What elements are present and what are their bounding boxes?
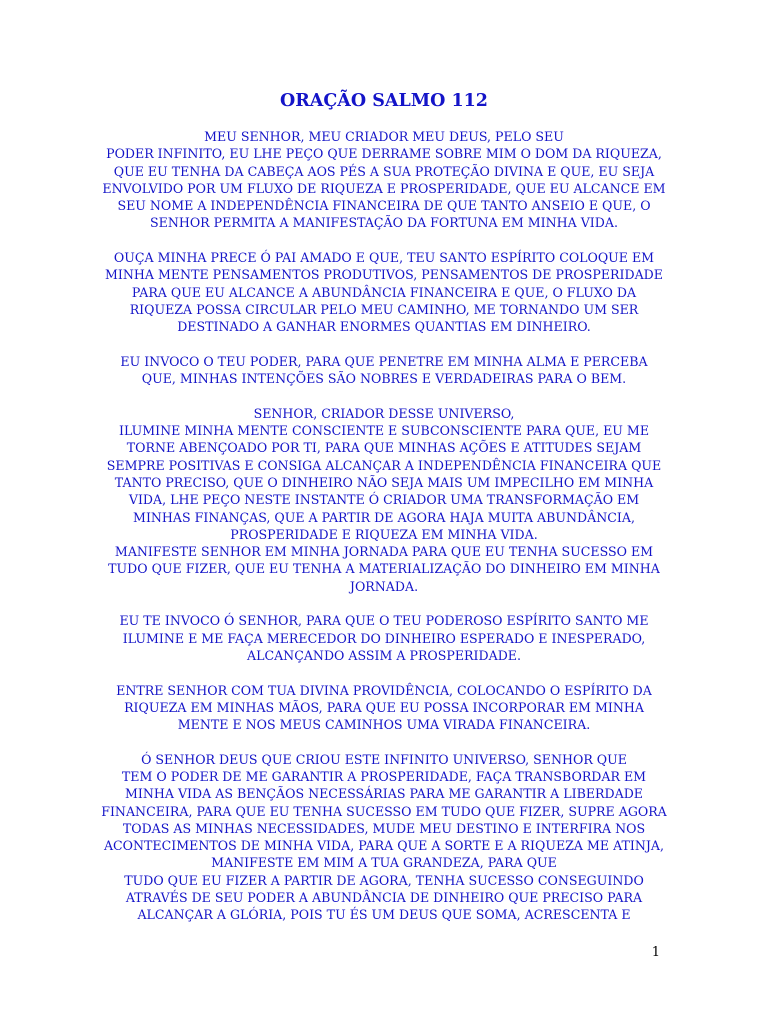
text-line: SEU NOME A INDEPENDÊNCIA FINANCEIRA DE QUE TANTO ANSEIO E QUE, O [117, 198, 651, 214]
text-line: DESTINADO A GANHAR ENORMES QUANTIAS EM DINHEIRO. [177, 319, 591, 335]
text-line: RIQUEZA EM MINHAS MÃOS, PARA QUE EU POSSA INCORPORAR EM MINHA [124, 699, 644, 715]
text-line: RIQUEZA POSSA CIRCULAR PELO MEU CAMINHO, ME TORNANDO UM SER [129, 301, 639, 317]
text-line: PROSPERIDADE E RIQUEZA EM MINHA VIDA. [230, 526, 538, 542]
text-line: TUDO QUE FIZER, QUE EU TENHA A MATERIALIZAÇÃO DO DINHEIRO EM MINHA [108, 561, 660, 577]
text-line: ACONTECIMENTOS DE MINHA VIDA, PARA QUE A SORTE E A RIQUEZA ME ATINJA, [103, 838, 665, 854]
text-line: SEMPRE POSITIVAS E CONSIGA ALCANÇAR A INDEPENDÊNCIA FINANCEIRA QUE [106, 457, 662, 473]
text-line: ENVOLVIDO POR UM FLUXO DE RIQUEZA E PROSPERIDADE, QUE EU ALCANCE EM [102, 180, 666, 196]
text-line: OUÇA MINHA PRECE Ó PAI AMADO E QUE, TEU SANTO ESPÍRITO COLOQUE EM [113, 250, 655, 266]
text-line: ILUMINE E ME FAÇA MERECEDOR DO DINHEIRO ESPERADO E INESPERADO, [122, 630, 646, 646]
text-line: MANIFESTE EM MIM A TUA GRANDEZA, PARA QUE [211, 855, 557, 871]
text-line: TODAS AS MINHAS NECESSIDADES, MUDE MEU DESTINO E INTERFIRA NOS [122, 820, 646, 836]
text-line: MINHAS FINANÇAS, QUE A PARTIR DE AGORA HAJA MUITA ABUNDÂNCIA, [133, 509, 635, 525]
text-line: MANIFESTE SENHOR EM MINHA JORNADA PARA QUE EU TENHA SUCESSO EM [114, 544, 654, 560]
paragraph [100, 612, 668, 664]
text-line: PODER INFINITO, EU LHE PEÇO QUE DERRAME SOBRE MIM O DOM DA RIQUEZA, [106, 146, 662, 162]
text-line: ATRAVÉS DE SEU PODER A ABUNDÂNCIA DE DINHEIRO QUE PRECISO PARA [125, 890, 643, 906]
paragraph [100, 128, 668, 232]
text-line: JORNADA. [349, 578, 419, 594]
text-line: EU INVOCO O TEU PODER, PARA QUE PENETRE EM MINHA ALMA E PERCEBA [120, 353, 648, 369]
text-line: SENHOR, CRIADOR DESSE UNIVERSO, [253, 405, 515, 421]
text-line: TEM O PODER DE ME GARANTIR A PROSPERIDADE, FAÇA TRANSBORDAR EM [121, 768, 647, 784]
text-line: TORNE ABENÇOADO POR TI, PARA QUE MINHAS AÇÕES E ATITUDES SEJAM [126, 440, 642, 456]
page-title: ORAÇÃO SALMO 112 [280, 91, 488, 111]
paragraph [100, 249, 668, 335]
text-line: FINANCEIRA, PARA QUE EU TENHA SUCESSO EM TUDO QUE FIZER, SUPRE AGORA [101, 803, 667, 819]
text-line: TANTO PRECISO, QUE O DINHEIRO NÃO SEJA MAIS UM IMPECILHO EM MINHA [114, 474, 654, 490]
text-line: QUE, MINHAS INTENÇÕES SÃO NOBRES E VERDADEIRAS PARA O BEM. [141, 371, 627, 387]
text-line: ALCANÇAR A GLÓRIA, POIS TU ÉS UM DEUS QUE SOMA, ACRESCENTA E [137, 907, 631, 923]
text-line: MINHA VIDA AS BENÇÃOS NECESSÁRIAS PARA ME GARANTIR A LIBERDADE [124, 786, 643, 802]
text-line: Ó SENHOR DEUS QUE CRIOU ESTE INFINITO UNIVERSO, SENHOR QUE [141, 751, 627, 767]
text-line: ENTRE SENHOR COM TUA DIVINA PROVIDÊNCIA, COLOCANDO O ESPÍRITO DA [116, 682, 652, 698]
text-line: PARA QUE EU ALCANCE A ABUNDÂNCIA FINANCEIRA E QUE, O FLUXO DA [131, 284, 637, 300]
text-line: SENHOR PERMITA A MANIFESTAÇÃO DA FORTUNA EM MINHA VIDA. [150, 215, 618, 231]
text-line: EU TE INVOCO Ó SENHOR, PARA QUE O TEU PODEROSO ESPÍRITO SANTO ME [119, 613, 649, 629]
paragraph [100, 353, 668, 388]
text-line: ILUMINE MINHA MENTE CONSCIENTE E SUBCONSCIENTE PARA QUE, EU ME [118, 423, 650, 439]
text-line: MENTE E NOS MEUS CAMINHOS UMA VIRADA FINANCEIRA. [177, 717, 591, 733]
text-line: MINHA MENTE PENSAMENTOS PRODUTIVOS, PENSAMENTOS DE PROSPERIDADE [105, 267, 663, 283]
paragraph [100, 405, 668, 595]
text-line: ALCANÇANDO ASSIM A PROSPERIDADE. [246, 647, 521, 663]
text-line: VIDA, LHE PEÇO NESTE INSTANTE Ó CRIADOR UMA TRANSFORMAÇÃO EM [128, 492, 640, 508]
text-line: TUDO QUE EU FIZER A PARTIR DE AGORA, TENHA SUCESSO CONSEGUINDO [124, 872, 644, 888]
text-line: MEU SENHOR, MEU CRIADOR MEU DEUS, PELO SEU [204, 129, 564, 144]
prayer-body [100, 128, 668, 941]
paragraph [100, 751, 668, 924]
paragraph [100, 682, 668, 734]
page-number: 1 [651, 945, 660, 960]
text-line: QUE EU TENHA DA CABEÇA AOS PÉS A SUA PROTEÇÃO DIVINA E QUE, EU SEJA [113, 163, 655, 179]
